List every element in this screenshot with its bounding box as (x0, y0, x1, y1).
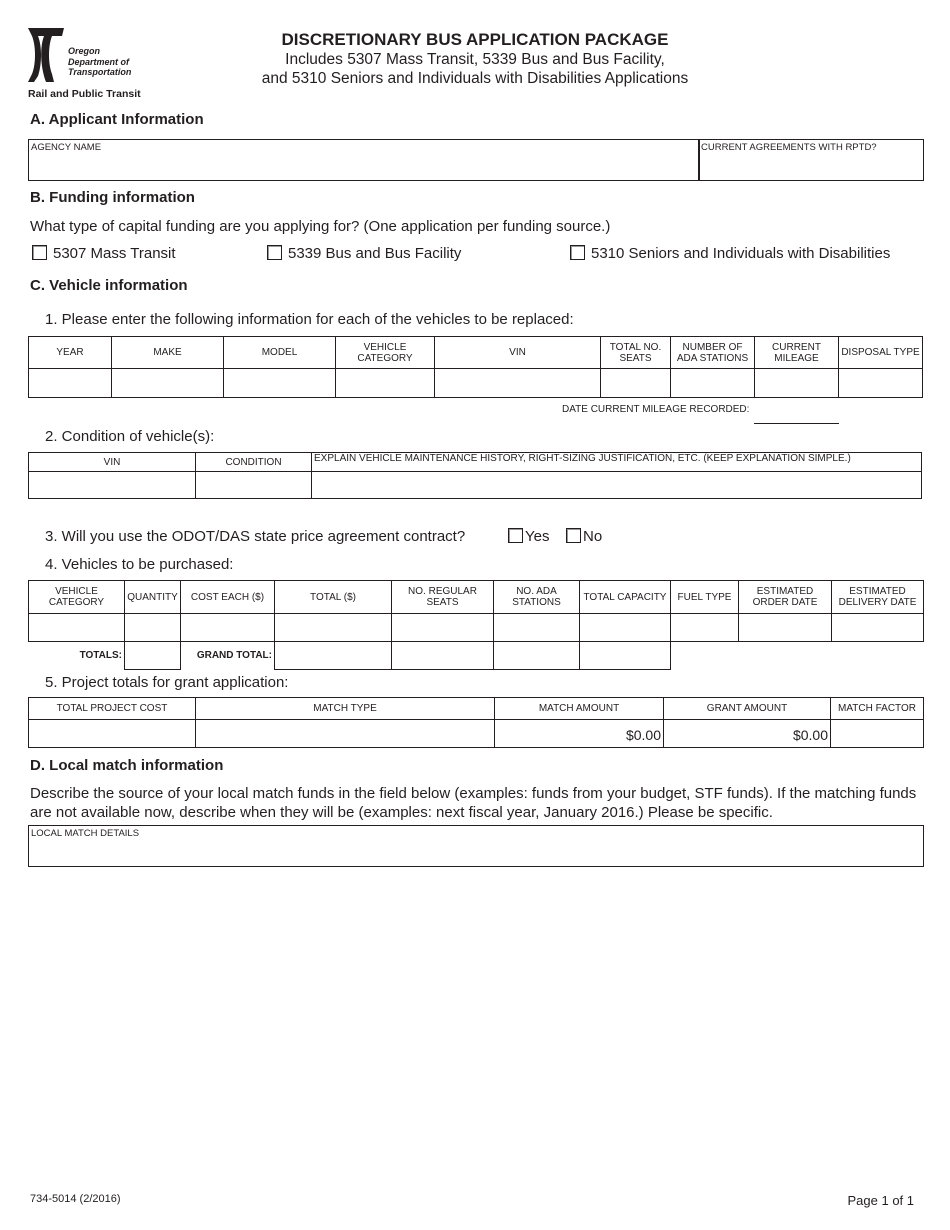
checkbox-icon[interactable] (32, 245, 47, 260)
grand-total-label: GRAND TOTAL: (196, 650, 272, 662)
column-header: YEAR (29, 337, 112, 369)
local-match-details-field[interactable] (28, 825, 924, 867)
column-header: TOTAL ($) (275, 581, 392, 614)
column-header: QUANTITY (125, 581, 181, 614)
page-title: DISCRETIONARY BUS APPLICATION PACKAGE (281, 30, 669, 49)
column-header: GRANT AMOUNT (664, 698, 831, 720)
date-mileage-field[interactable] (754, 423, 839, 424)
input-cell[interactable] (494, 614, 580, 642)
input-cell[interactable] (29, 369, 112, 398)
input-cell[interactable] (336, 369, 435, 398)
division-name: Rail and Public Transit (28, 88, 141, 100)
input-cell[interactable] (312, 472, 922, 499)
subtitle: and 5310 Seniors and Individuals with Disabilities Applications (261, 70, 689, 87)
column-header: EXPLAIN VEHICLE MAINTENANCE HISTORY, RIGHT-SIZING JUSTIFICATION, ETC. (KEEP EXPLANATION SIMPLE.) (312, 453, 922, 472)
checkbox-icon[interactable] (570, 245, 585, 260)
option-label: 5310 Seniors and Individuals with Disabilities (591, 245, 891, 262)
section-c-heading: C. Vehicle information (30, 277, 188, 294)
header (240, 30, 710, 88)
column-header: MODEL (224, 337, 336, 369)
seats-total-cell[interactable] (392, 642, 494, 670)
odot-logo-mark-icon (26, 26, 66, 84)
match-factor-cell[interactable] (831, 720, 924, 748)
section-a-heading: A. Applicant Information (30, 111, 204, 128)
vehicles-purchased-table (28, 580, 924, 670)
checkbox-yes[interactable] (508, 528, 549, 545)
local-match-description: Describe the source of your local match funds in the field below (examples: funds from your budget, STF funds). If the matching funds are not available now, describe when they will be (examples: next fiscal year, January 2016.) Please be specific. (30, 785, 917, 821)
input-cell[interactable] (580, 614, 671, 642)
column-header: FUEL TYPE (671, 581, 739, 614)
column-header: NUMBER OF ADA STATIONS (671, 337, 755, 369)
input-cell[interactable] (601, 369, 671, 398)
table-row (29, 720, 924, 748)
field-label: LOCAL MATCH DETAILS (31, 828, 140, 839)
column-header: VEHICLE CATEGORY (29, 581, 125, 614)
checkbox-icon[interactable] (508, 528, 523, 543)
checkbox-5310[interactable] (570, 245, 890, 262)
input-cell[interactable] (671, 369, 755, 398)
column-header: VEHICLE CATEGORY (336, 337, 435, 369)
input-cell[interactable] (739, 614, 832, 642)
input-cell[interactable] (224, 369, 336, 398)
funding-question: What type of capital funding are you applying for? (One application per funding source.) (30, 218, 611, 235)
form-number: 734-5014 (2/2016) (30, 1193, 121, 1205)
input-cell[interactable] (275, 614, 392, 642)
logo-text: Oregon (68, 46, 101, 56)
table-row (29, 472, 922, 499)
checkbox-icon[interactable] (267, 245, 282, 260)
input-cell[interactable] (181, 614, 275, 642)
input-cell[interactable] (671, 614, 739, 642)
totals-row (29, 642, 924, 670)
date-mileage-label: DATE CURRENT MILEAGE RECORDED: (562, 404, 750, 415)
input-cell[interactable] (755, 369, 839, 398)
odot-logo (26, 26, 138, 86)
option-label: No (583, 528, 603, 545)
column-header: ESTIMATED ORDER DATE (739, 581, 832, 614)
input-cell[interactable] (29, 614, 125, 642)
subtitle: Includes 5307 Mass Transit, 5339 Bus and Bus Facility, (285, 51, 665, 68)
option-label: 5307 Mass Transit (53, 245, 176, 262)
match-type-cell[interactable] (196, 720, 495, 748)
total-project-cost-cell[interactable] (29, 720, 196, 748)
column-header: NO. REGULAR SEATS (392, 581, 494, 614)
logo-text: Transportation (68, 67, 132, 77)
question-2: 2. Condition of vehicle(s): (45, 428, 215, 445)
section-d-heading: D. Local match information (30, 757, 224, 774)
column-header: MATCH FACTOR (831, 698, 924, 720)
column-header: MAKE (112, 337, 224, 369)
checkbox-icon[interactable] (566, 528, 581, 543)
column-header: COST EACH ($) (181, 581, 275, 614)
input-cell[interactable] (392, 614, 494, 642)
column-header: DISPOSAL TYPE (839, 337, 923, 369)
input-cell[interactable] (832, 614, 924, 642)
match-amount-cell[interactable]: $0.00 (495, 720, 664, 748)
question-3: 3. Will you use the ODOT/DAS state price agreement contract? (45, 528, 466, 545)
current-agreements-field[interactable] (698, 139, 924, 181)
column-header: TOTAL PROJECT COST (29, 698, 196, 720)
field-label: CURRENT AGREEMENTS WITH RPTD? (701, 142, 877, 153)
question-4: 4. Vehicles to be purchased: (45, 556, 234, 573)
vehicles-replaced-table (28, 336, 923, 398)
input-cell[interactable] (435, 369, 601, 398)
grand-total-cell[interactable] (275, 642, 392, 670)
vehicle-condition-table (28, 452, 922, 499)
column-header: ESTIMATED DELIVERY DATE (832, 581, 924, 614)
totals-label: TOTALS: (79, 650, 122, 662)
question-1: 1. Please enter the following information for each of the vehicles to be replaced: (45, 311, 574, 328)
project-totals-table (28, 697, 924, 748)
column-header: TOTAL CAPACITY (580, 581, 671, 614)
column-header: CONDITION (196, 453, 312, 472)
grant-amount-cell[interactable]: $0.00 (664, 720, 831, 748)
table-row (29, 614, 924, 642)
input-cell[interactable] (839, 369, 923, 398)
input-cell[interactable] (125, 614, 181, 642)
table-row (29, 369, 923, 398)
input-cell[interactable] (29, 472, 196, 499)
field-label: AGENCY NAME (31, 142, 102, 153)
column-header: MATCH TYPE (196, 698, 495, 720)
quantity-total-cell[interactable] (125, 642, 181, 670)
page-number: Page 1 of 1 (847, 1193, 914, 1208)
option-label: Yes (525, 528, 550, 545)
column-header: VIN (435, 337, 601, 369)
input-cell[interactable] (196, 472, 312, 499)
checkbox-5307[interactable] (32, 245, 176, 262)
ada-total-cell[interactable] (494, 642, 580, 670)
checkbox-no[interactable] (566, 528, 602, 545)
checkbox-5339[interactable] (267, 245, 461, 262)
column-header: VIN (29, 453, 196, 472)
option-label: 5339 Bus and Bus Facility (288, 245, 462, 262)
question-5: 5. Project totals for grant application: (45, 674, 289, 691)
column-header: CURRENT MILEAGE (755, 337, 839, 369)
agency-name-field[interactable] (28, 139, 700, 181)
capacity-total-cell[interactable] (580, 642, 671, 670)
section-b-heading: B. Funding information (30, 189, 195, 206)
input-cell[interactable] (112, 369, 224, 398)
logo-text: Department of (68, 56, 130, 67)
column-header: TOTAL NO. SEATS (601, 337, 671, 369)
column-header: NO. ADA STATIONS (494, 581, 580, 614)
column-header: MATCH AMOUNT (495, 698, 664, 720)
